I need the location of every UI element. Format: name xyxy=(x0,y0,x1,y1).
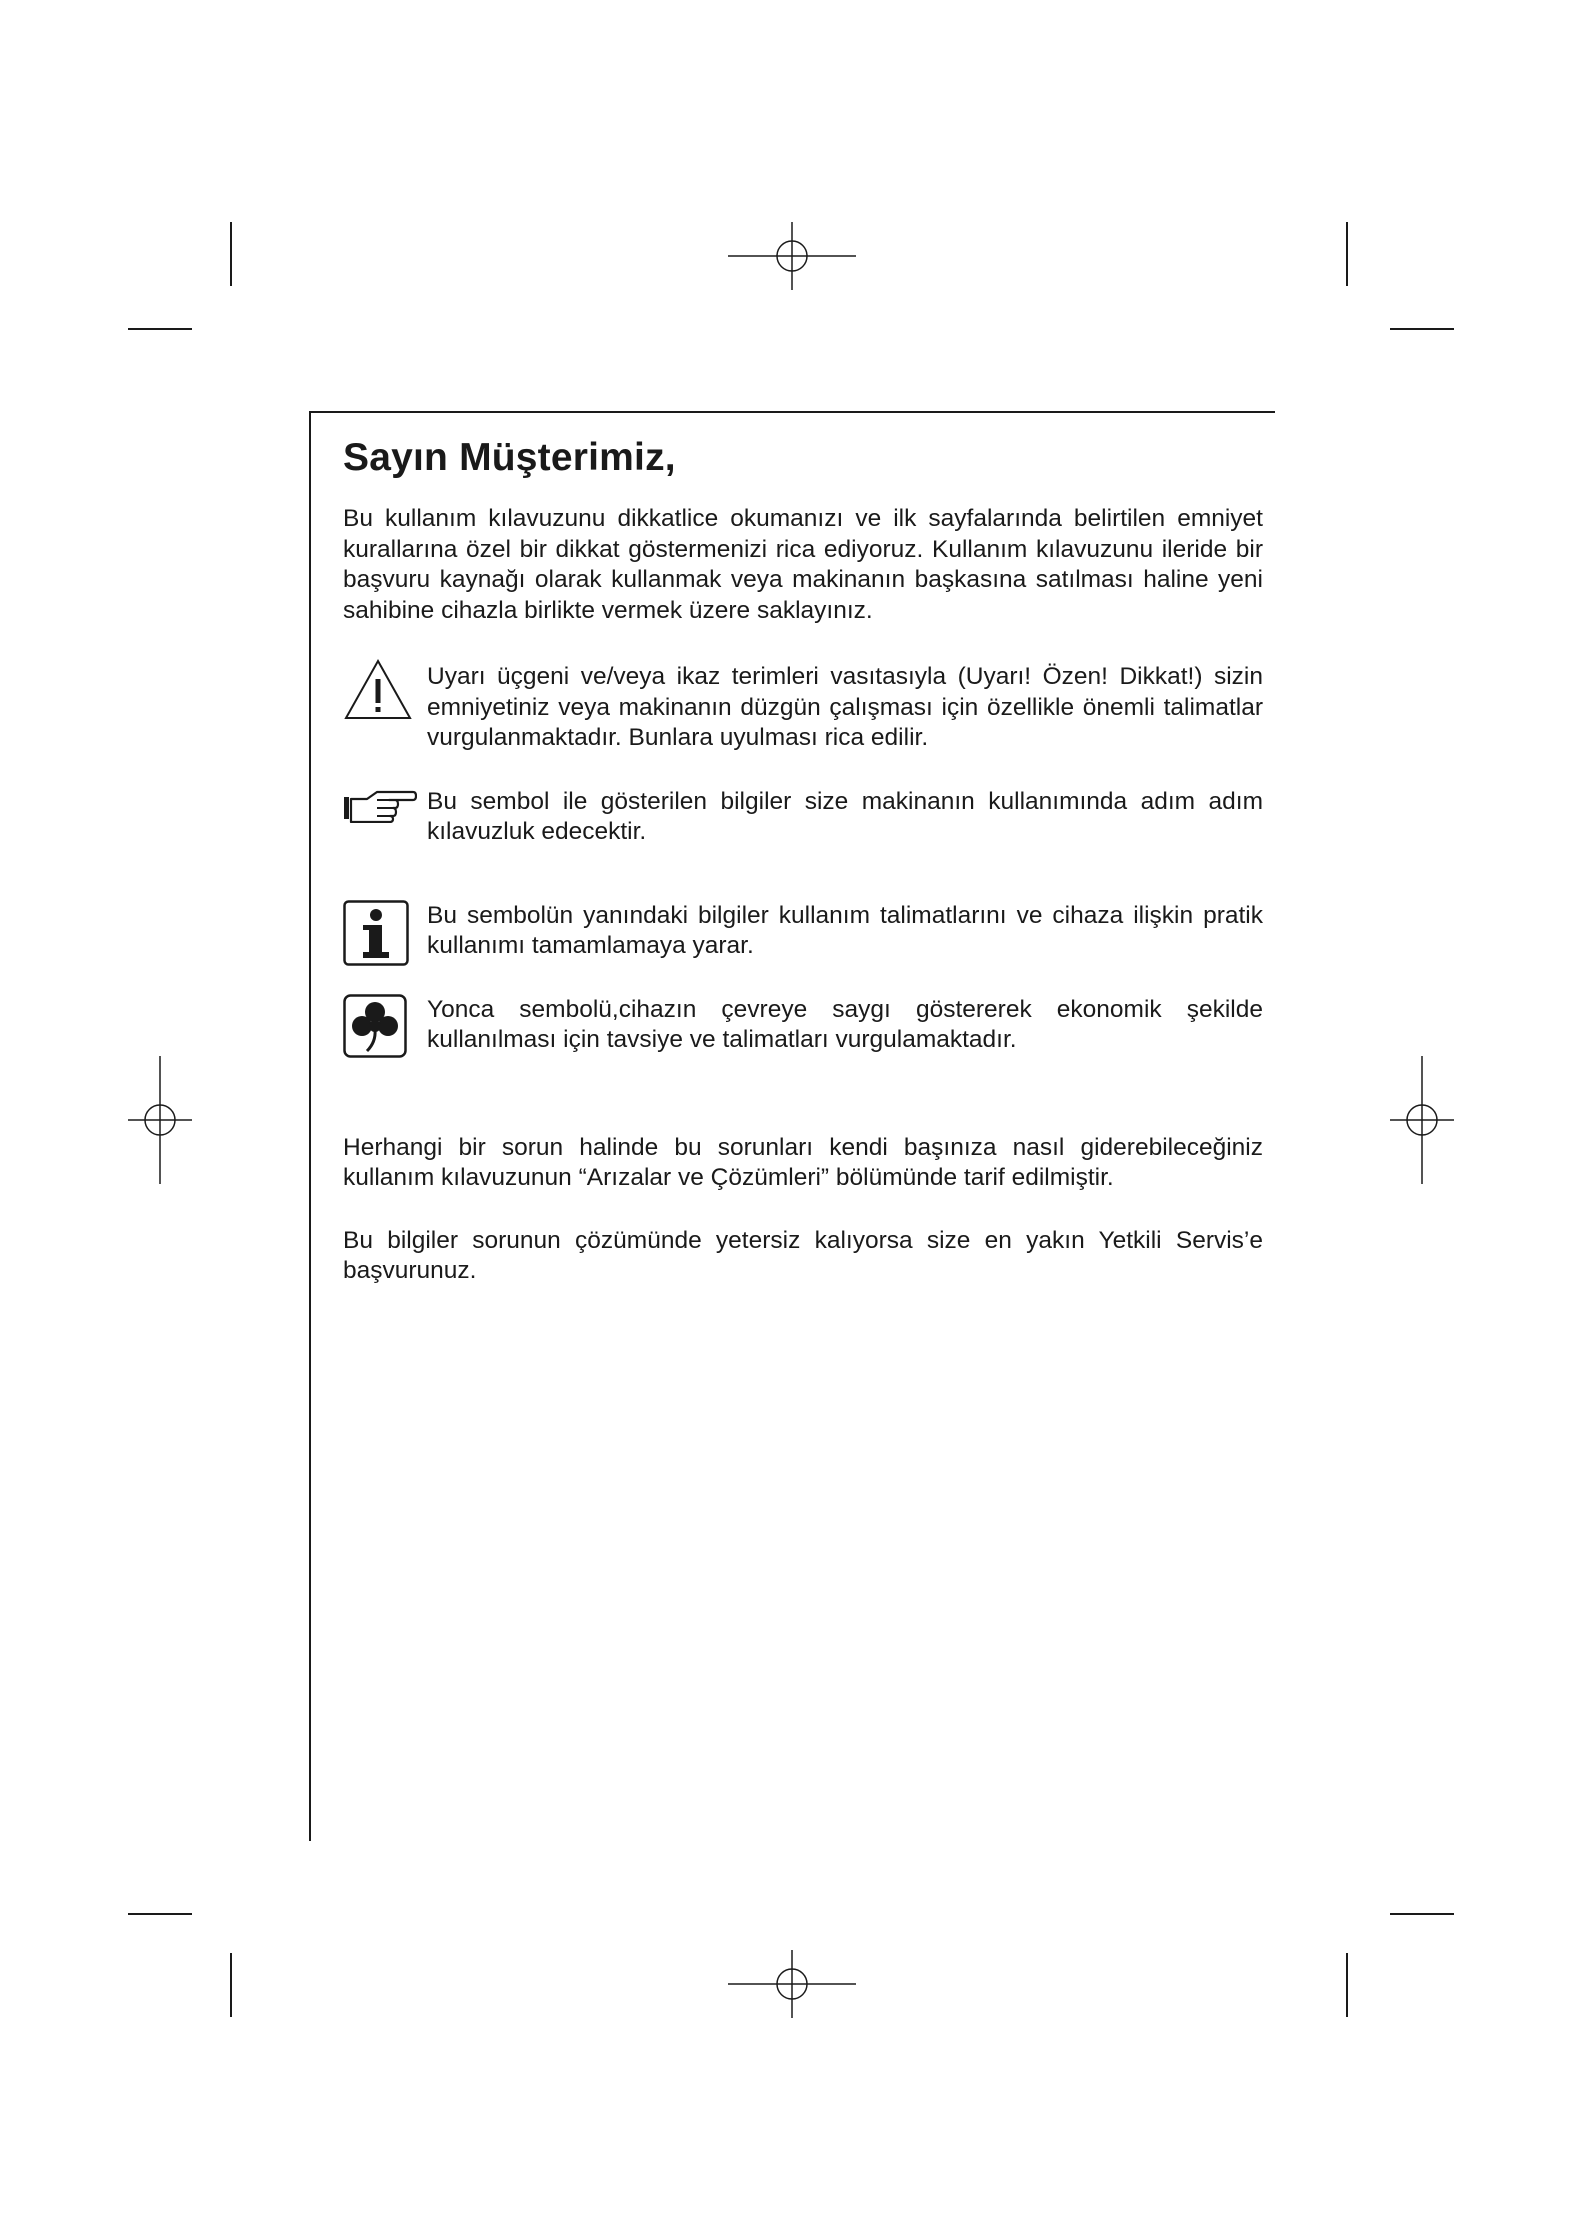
warning-text: Uyarı üçgeni ve/veya ikaz terimleri vasıtasıyla (Uyarı! Özen! Dikkat!) sizin emniyetiniz veya makinanın düzgün çalışması için özellikle önemli talimatlar vurgulanmaktadır. Bunlara uyulması rica edilir. xyxy=(427,663,1263,751)
crop-mark xyxy=(128,328,192,330)
crop-mark xyxy=(1390,1913,1454,1915)
warning-triangle-icon xyxy=(343,658,413,727)
hand-text: Bu sembol ile gösterilen bilgiler size makinanın kullanımında adım adım kılavuzluk edecektir. xyxy=(427,787,1263,845)
clover-text: Yonca sembolü,cihazın çevreye saygı göstererek ekonomik şekilde kullanılması için tavsiye ve talimatları vurgulamaktadır. xyxy=(427,995,1263,1053)
registration-mark xyxy=(128,1056,192,1184)
crop-mark xyxy=(128,1913,192,1915)
crop-mark xyxy=(230,222,232,286)
frame-left-rule xyxy=(309,411,311,1841)
crop-mark xyxy=(1390,328,1454,330)
crop-mark xyxy=(1346,222,1348,286)
info-icon xyxy=(343,900,409,971)
page-title: Sayın Müşterimiz, xyxy=(343,436,676,479)
help-paragraph: Herhangi bir sorun halinde bu sorunları kendi başınıza nasıl giderebileceğiniz kullanım kılavuzunun “Arızalar ve Çözümleri” bölümünde tarif edilmiştir. xyxy=(343,1133,1263,1191)
page-content xyxy=(343,436,1263,1287)
crop-mark xyxy=(230,1953,232,2017)
registration-mark xyxy=(728,222,856,290)
intro-paragraph: Bu kullanım kılavuzunu dikkatlice okumanızı ve ilk sayfalarında belirtilen emniyet kurallarına özel bir dikkat göstermenizi rica ediyoruz. Kullanım kılavuzunu ileride bir başvuru kaynağı olarak kullanmak veya makinanın başkasına satılması haline yeni sahibine cihazla birlikte vermek üzere saklayınız. xyxy=(343,505,1263,624)
frame-top-rule xyxy=(309,411,1275,413)
clover-icon xyxy=(343,994,407,1063)
symbol-row-info xyxy=(343,901,1263,962)
crop-mark xyxy=(1346,1953,1348,2017)
info-text: Bu sembolün yanındaki bilgiler kullanım talimatlarını ve cihaza ilişkin pratik kullanımı tamamlamaya yarar. xyxy=(427,901,1263,959)
symbol-row-hand xyxy=(343,787,1263,848)
registration-mark xyxy=(1390,1056,1454,1184)
registration-mark xyxy=(728,1950,856,2018)
service-paragraph: Bu bilgiler sorunun çözümünde yetersiz kalıyorsa size en yakın Yetkili Servis’e başvurunuz. xyxy=(343,1226,1263,1284)
pointing-hand-icon xyxy=(343,789,417,828)
symbol-row-warning xyxy=(343,662,1263,754)
symbol-row-clover xyxy=(343,995,1263,1056)
